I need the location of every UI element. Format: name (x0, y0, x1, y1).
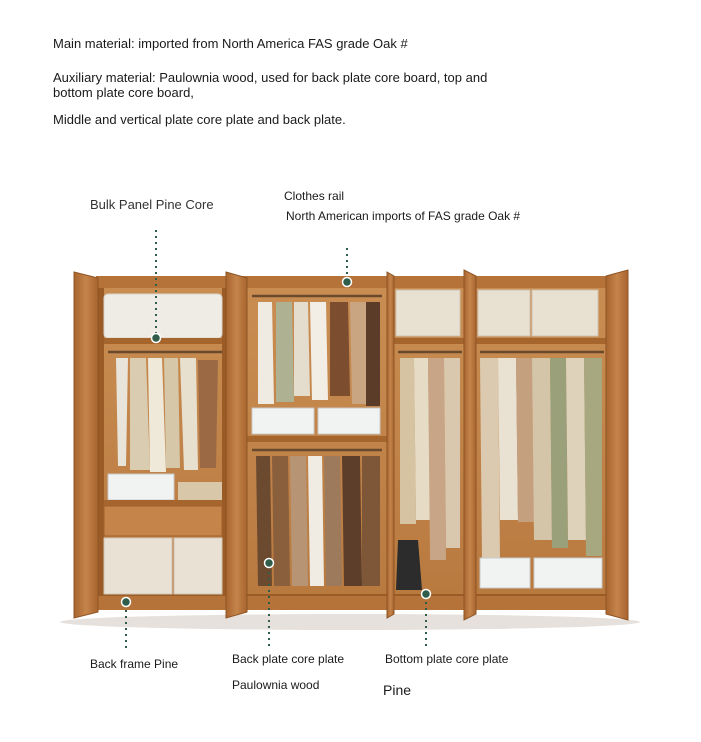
bottom-plate-label: Bottom plate core plate (385, 652, 509, 666)
back-frame-label: Back frame Pine (90, 657, 179, 671)
auxiliary-material-line2: bottom plate core board, (53, 85, 194, 100)
auxiliary-material-line1: Auxiliary material: Paulownia wood, used for back plate core board, top and (53, 70, 488, 85)
folded-items (178, 482, 222, 500)
door-1 (226, 272, 247, 618)
clothes-rail-label: Clothes rail (284, 189, 345, 203)
door-2 (387, 272, 394, 618)
bulk-panel-label: Bulk Panel Pine Core (90, 197, 214, 212)
storage-box-clear (108, 474, 174, 500)
drawer (104, 506, 222, 536)
shelf (476, 338, 606, 344)
callout-dot-bulk-panel (152, 334, 161, 343)
hanging-clothes-2 (258, 302, 380, 406)
storage-box-fabric (104, 538, 172, 594)
storage-box-clear (318, 408, 380, 434)
hanging-clothes-1 (116, 358, 218, 472)
hanging-clothes-5 (480, 358, 602, 560)
pine-label: Pine (383, 682, 412, 698)
callout-dot-clothes-rail (343, 278, 352, 287)
shelf (247, 436, 387, 442)
storage-box-clear (534, 558, 602, 588)
door-left-outer (74, 272, 98, 618)
door-3 (464, 270, 476, 620)
storage-box-fabric (396, 290, 460, 336)
middle-plate-text: Middle and vertical plate core plate and back plate. (53, 112, 346, 127)
rail-material-label: North American imports of FAS grade Oak # (286, 209, 521, 223)
handbag (396, 540, 422, 590)
main-material-text: Main material: imported from North America FAS grade Oak # (53, 36, 408, 51)
back-plate-label: Back plate core plate (232, 652, 345, 666)
door-right-outer (606, 270, 628, 620)
callout-dot-back-plate (265, 559, 274, 568)
storage-box-fabric (478, 290, 530, 336)
bottom-plate (96, 596, 608, 610)
callout-dot-back-frame (122, 598, 131, 607)
storage-box-fabric (532, 290, 598, 336)
shelf (394, 338, 464, 344)
shelf (104, 500, 222, 506)
bedding-bundle (104, 294, 222, 338)
floor-shadow (60, 614, 640, 630)
paulownia-label: Paulownia wood (232, 678, 320, 692)
callout-dot-bottom-plate (422, 590, 431, 599)
shelf (104, 338, 222, 344)
storage-box-fabric (174, 538, 222, 594)
storage-box-clear (480, 558, 530, 588)
storage-box-clear (252, 408, 314, 434)
